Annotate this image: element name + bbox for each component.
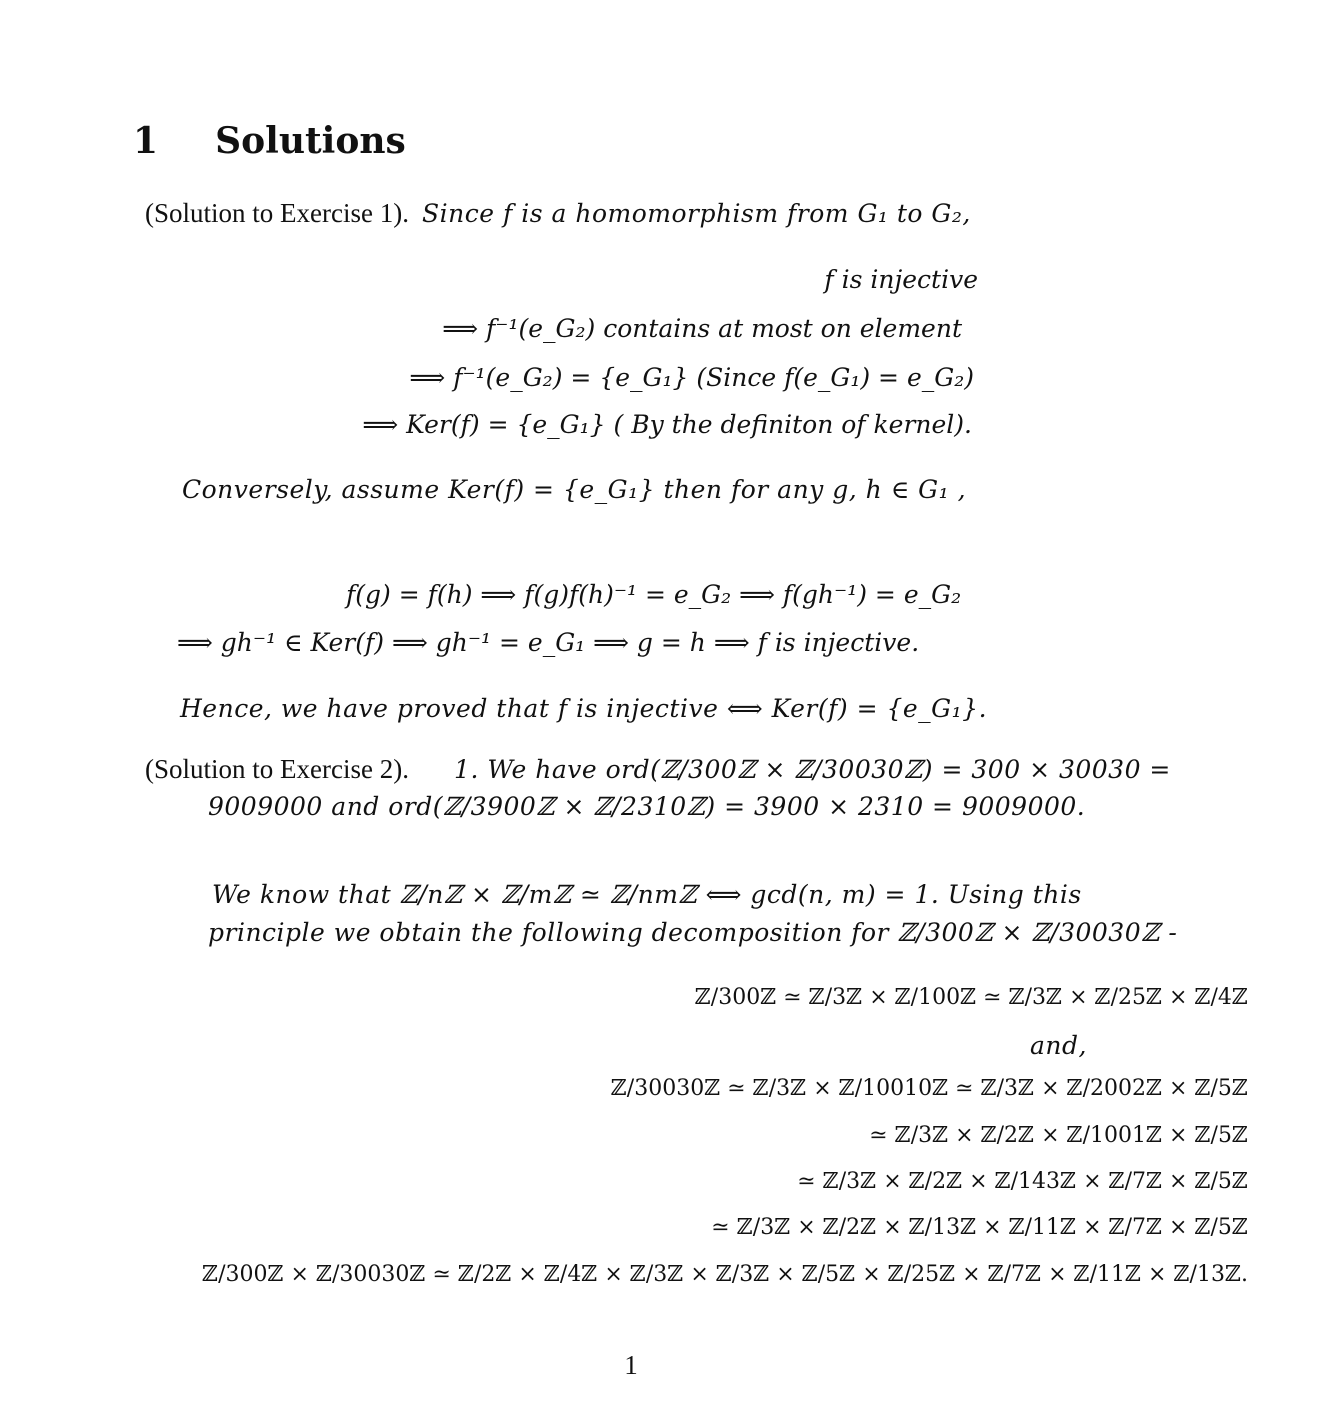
page-number: 1 [624,1350,638,1380]
principle-line-1: We know that ℤ/nℤ × ℤ/mℤ ≃ ℤ/nmℤ ⟺ gcd(n, m) = 1. Using this [212,880,1082,909]
chain-line-1: f is injective [824,265,978,294]
exercise2-first-line [145,754,1171,785]
section-title: Solutions [215,120,406,162]
exercise1-conclusion: Hence, we have proved that f is injective ⟺ Ker(f) = {e_G₁}. [180,694,988,723]
decomp-line-3: ≃ ℤ/3ℤ × ℤ/2ℤ × ℤ/1001ℤ × ℤ/5ℤ [869,1123,1248,1148]
implication-line-2: ⟹ gh⁻¹ ∈ Ker(f) ⟹ gh⁻¹ = e_G₁ ⟹ g = h ⟹ f is injective. [177,628,920,657]
final-decomposition: ℤ/300ℤ × ℤ/30030ℤ ≃ ℤ/2ℤ × ℤ/4ℤ × ℤ/3ℤ × ℤ/3ℤ × ℤ/5ℤ × ℤ/25ℤ × ℤ/7ℤ × ℤ/11ℤ × ℤ/13ℤ. [202,1262,1248,1287]
chain-line-4: ⟹ Ker(f) = {e_G₁} ( By the definiton of kernel). [362,410,972,439]
decomp-and: and, [1030,1031,1087,1060]
exercise2-label: (Solution to Exercise 2). [145,754,409,784]
decomp-line-2: ℤ/30030ℤ ≃ ℤ/3ℤ × ℤ/10010ℤ ≃ ℤ/3ℤ × ℤ/2002ℤ × ℤ/5ℤ [610,1076,1248,1101]
exercise1-intro: Since f is a homomorphism from G₁ to G₂, [422,199,971,228]
principle-line-2: principle we obtain the following decomposition for ℤ/300ℤ × ℤ/30030ℤ - [208,918,1178,947]
section-number: 1 [133,120,159,162]
converse-statement: Conversely, assume Ker(f) = {e_G₁} then for any g, h ∈ G₁ , [182,475,967,504]
exercise2-item1-line2: 9009000 and ord(ℤ/3900ℤ × ℤ/2310ℤ) = 3900 × 2310 = 9009000. [208,792,1086,821]
exercise1-intro-line [145,198,971,229]
decomp-line-4: ≃ ℤ/3ℤ × ℤ/2ℤ × ℤ/143ℤ × ℤ/7ℤ × ℤ/5ℤ [797,1169,1248,1194]
decomp-line-1: ℤ/300ℤ ≃ ℤ/3ℤ × ℤ/100ℤ ≃ ℤ/3ℤ × ℤ/25ℤ × ℤ/4ℤ [694,985,1248,1010]
exercise1-label: (Solution to Exercise 1). [145,198,409,228]
chain-line-2: ⟹ f⁻¹(e_G₂) contains at most on element [442,314,962,343]
decomp-line-5: ≃ ℤ/3ℤ × ℤ/2ℤ × ℤ/13ℤ × ℤ/11ℤ × ℤ/7ℤ × ℤ/5ℤ [711,1215,1248,1240]
implication-line-1: f(g) = f(h) ⟹ f(g)f(h)⁻¹ = e_G₂ ⟹ f(gh⁻¹) = e_G₂ [346,580,962,609]
exercise2-item1-line1: 1. We have ord(ℤ/300ℤ × ℤ/30030ℤ) = 300 × 30030 = [454,755,1171,784]
chain-line-3: ⟹ f⁻¹(e_G₂) = {e_G₁} (Since f(e_G₁) = e_G₂) [409,363,974,392]
section-heading [133,120,406,162]
